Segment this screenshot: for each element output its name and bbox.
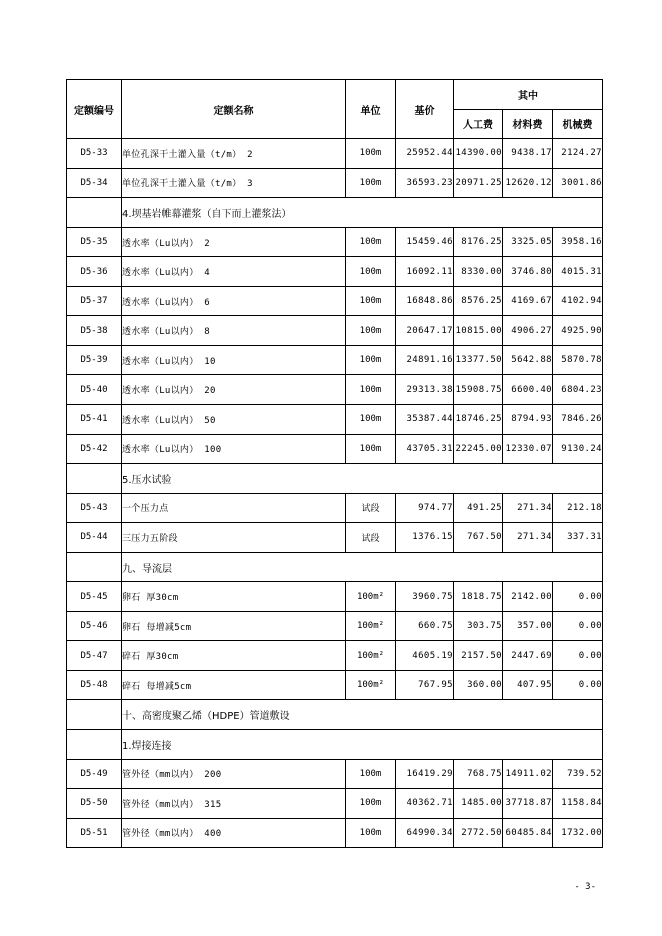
base-price-cell: 36593.23 <box>396 168 454 198</box>
table-row <box>67 139 603 169</box>
quota-name-cell: 三压力五阶段 <box>122 523 346 553</box>
machine-cost-cell: 1158.84 <box>553 789 603 819</box>
quota-code-cell: D5-50 <box>67 789 122 819</box>
unit-cell: 100m² <box>346 582 396 612</box>
page-number: - 3- <box>574 882 596 892</box>
quota-name-cell: 透水率（Lu以内） 50 <box>122 405 346 435</box>
table-row <box>67 523 603 553</box>
quota-code-cell: D5-49 <box>67 759 122 789</box>
machine-cost-cell: 3958.16 <box>553 227 603 257</box>
labor-cost-cell: 15908.75 <box>454 375 503 405</box>
labor-cost-cell: 1818.75 <box>454 582 503 612</box>
header-machine: 机械费 <box>553 109 603 139</box>
table-row <box>67 227 603 257</box>
material-cost-cell: 3325.05 <box>503 227 553 257</box>
unit-cell: 100m <box>346 759 396 789</box>
labor-cost-cell: 22245.00 <box>454 434 503 464</box>
header-base-price: 基价 <box>396 80 454 139</box>
base-price-cell: 974.77 <box>396 493 454 523</box>
quota-table <box>66 79 603 848</box>
material-cost-cell: 2447.69 <box>503 641 553 671</box>
section-code-cell <box>67 464 122 494</box>
unit-cell: 试段 <box>346 493 396 523</box>
quota-code-cell: D5-38 <box>67 316 122 346</box>
unit-cell: 100m <box>346 316 396 346</box>
section-row <box>67 552 603 582</box>
header-code: 定额编号 <box>67 80 122 139</box>
header-unit: 单位 <box>346 80 396 139</box>
unit-cell: 100m <box>346 257 396 287</box>
unit-cell: 100m² <box>346 641 396 671</box>
unit-cell: 100m <box>346 139 396 169</box>
table-body <box>67 139 603 848</box>
base-price-cell: 16092.11 <box>396 257 454 287</box>
quota-name-cell: 碎石 厚30cm <box>122 641 346 671</box>
quota-name-cell: 碎石 每增减5cm <box>122 670 346 700</box>
table-row <box>67 759 603 789</box>
quota-name-cell: 透水率（Lu以内） 6 <box>122 286 346 316</box>
quota-code-cell: D5-43 <box>67 493 122 523</box>
section-title: 5.压水试验 <box>122 464 603 494</box>
quota-code-cell: D5-47 <box>67 641 122 671</box>
machine-cost-cell: 4015.31 <box>553 257 603 287</box>
section-code-cell <box>67 730 122 760</box>
quota-code-cell: D5-39 <box>67 345 122 375</box>
base-price-cell: 4605.19 <box>396 641 454 671</box>
quota-code-cell: D5-51 <box>67 818 122 848</box>
base-price-cell: 15459.46 <box>396 227 454 257</box>
table-row <box>67 257 603 287</box>
table-row <box>67 611 603 641</box>
section-title: 九、导流层 <box>122 552 603 582</box>
material-cost-cell: 5642.88 <box>503 345 553 375</box>
labor-cost-cell: 491.25 <box>454 493 503 523</box>
section-title: 十、高密度聚乙烯（HDPE）管道敷设 <box>122 700 603 730</box>
machine-cost-cell: 2124.27 <box>553 139 603 169</box>
header-name: 定额名称 <box>122 80 346 139</box>
table-header <box>67 80 603 139</box>
machine-cost-cell: 0.00 <box>553 670 603 700</box>
table-row <box>67 345 603 375</box>
quota-code-cell: D5-40 <box>67 375 122 405</box>
quota-name-cell: 卵石 厚30cm <box>122 582 346 612</box>
base-price-cell: 43705.31 <box>396 434 454 464</box>
labor-cost-cell: 8330.00 <box>454 257 503 287</box>
labor-cost-cell: 360.00 <box>454 670 503 700</box>
header-row-top <box>67 80 603 110</box>
material-cost-cell: 12620.12 <box>503 168 553 198</box>
section-code-cell <box>67 552 122 582</box>
machine-cost-cell: 0.00 <box>553 611 603 641</box>
base-price-cell: 64990.34 <box>396 818 454 848</box>
table-row <box>67 434 603 464</box>
material-cost-cell: 60485.84 <box>503 818 553 848</box>
labor-cost-cell: 2157.50 <box>454 641 503 671</box>
machine-cost-cell: 0.00 <box>553 641 603 671</box>
labor-cost-cell: 13377.50 <box>454 345 503 375</box>
table-row <box>67 286 603 316</box>
quota-code-cell: D5-35 <box>67 227 122 257</box>
header-labor: 人工费 <box>454 109 503 139</box>
quota-code-cell: D5-33 <box>67 139 122 169</box>
base-price-cell: 3960.75 <box>396 582 454 612</box>
unit-cell: 100m <box>346 405 396 435</box>
base-price-cell: 25952.44 <box>396 139 454 169</box>
machine-cost-cell: 739.52 <box>553 759 603 789</box>
section-row <box>67 700 603 730</box>
quota-code-cell: D5-46 <box>67 611 122 641</box>
material-cost-cell: 37718.87 <box>503 789 553 819</box>
material-cost-cell: 4906.27 <box>503 316 553 346</box>
machine-cost-cell: 212.18 <box>553 493 603 523</box>
quota-code-cell: D5-48 <box>67 670 122 700</box>
header-material: 材料费 <box>503 109 553 139</box>
labor-cost-cell: 14390.00 <box>454 139 503 169</box>
section-row <box>67 198 603 228</box>
quota-name-cell: 单位孔深干土灌入量（t/m） 3 <box>122 168 346 198</box>
quota-code-cell: D5-45 <box>67 582 122 612</box>
unit-cell: 100m <box>346 818 396 848</box>
base-price-cell: 660.75 <box>396 611 454 641</box>
quota-name-cell: 透水率（Lu以内） 10 <box>122 345 346 375</box>
section-title: 4.坝基岩帷幕灌浆（自下而上灌浆法） <box>122 198 603 228</box>
table-row <box>67 168 603 198</box>
unit-cell: 100m² <box>346 611 396 641</box>
unit-cell: 100m <box>346 375 396 405</box>
table-row <box>67 316 603 346</box>
material-cost-cell: 3746.80 <box>503 257 553 287</box>
table-row <box>67 582 603 612</box>
unit-cell: 100m² <box>346 670 396 700</box>
table-row <box>67 789 603 819</box>
base-price-cell: 40362.71 <box>396 789 454 819</box>
section-code-cell <box>67 198 122 228</box>
machine-cost-cell: 7846.26 <box>553 405 603 435</box>
quota-name-cell: 透水率（Lu以内） 2 <box>122 227 346 257</box>
material-cost-cell: 12330.07 <box>503 434 553 464</box>
unit-cell: 100m <box>346 168 396 198</box>
quota-code-cell: D5-37 <box>67 286 122 316</box>
base-price-cell: 1376.15 <box>396 523 454 553</box>
material-cost-cell: 2142.00 <box>503 582 553 612</box>
machine-cost-cell: 4102.94 <box>553 286 603 316</box>
quota-name-cell: 透水率（Lu以内） 20 <box>122 375 346 405</box>
material-cost-cell: 6600.40 <box>503 375 553 405</box>
base-price-cell: 24891.16 <box>396 345 454 375</box>
quota-name-cell: 管外径（mm以内） 400 <box>122 818 346 848</box>
labor-cost-cell: 8176.25 <box>454 227 503 257</box>
machine-cost-cell: 1732.00 <box>553 818 603 848</box>
quota-name-cell: 一个压力点 <box>122 493 346 523</box>
unit-cell: 100m <box>346 227 396 257</box>
quota-name-cell: 单位孔深干土灌入量（t/m） 2 <box>122 139 346 169</box>
labor-cost-cell: 1485.00 <box>454 789 503 819</box>
unit-cell: 100m <box>346 789 396 819</box>
unit-cell: 100m <box>346 434 396 464</box>
quota-code-cell: D5-36 <box>67 257 122 287</box>
material-cost-cell: 271.34 <box>503 523 553 553</box>
section-title: 1.焊接连接 <box>122 730 603 760</box>
material-cost-cell: 9438.17 <box>503 139 553 169</box>
labor-cost-cell: 18746.25 <box>454 405 503 435</box>
machine-cost-cell: 337.31 <box>553 523 603 553</box>
base-price-cell: 35387.44 <box>396 405 454 435</box>
unit-cell: 100m <box>346 286 396 316</box>
header-group: 其中 <box>454 80 603 110</box>
material-cost-cell: 357.00 <box>503 611 553 641</box>
quota-name-cell: 卵石 每增减5cm <box>122 611 346 641</box>
labor-cost-cell: 10815.00 <box>454 316 503 346</box>
base-price-cell: 16848.86 <box>396 286 454 316</box>
base-price-cell: 29313.38 <box>396 375 454 405</box>
labor-cost-cell: 767.50 <box>454 523 503 553</box>
quota-name-cell: 透水率（Lu以内） 8 <box>122 316 346 346</box>
labor-cost-cell: 8576.25 <box>454 286 503 316</box>
material-cost-cell: 14911.02 <box>503 759 553 789</box>
quota-name-cell: 透水率（Lu以内） 4 <box>122 257 346 287</box>
quota-name-cell: 透水率（Lu以内） 100 <box>122 434 346 464</box>
machine-cost-cell: 5870.78 <box>553 345 603 375</box>
material-cost-cell: 4169.67 <box>503 286 553 316</box>
machine-cost-cell: 6804.23 <box>553 375 603 405</box>
labor-cost-cell: 2772.50 <box>454 818 503 848</box>
quota-code-cell: D5-41 <box>67 405 122 435</box>
table-row <box>67 405 603 435</box>
table-row <box>67 670 603 700</box>
table-row <box>67 375 603 405</box>
material-cost-cell: 271.34 <box>503 493 553 523</box>
unit-cell: 试段 <box>346 523 396 553</box>
section-row <box>67 464 603 494</box>
section-code-cell <box>67 700 122 730</box>
unit-cell: 100m <box>346 345 396 375</box>
base-price-cell: 20647.17 <box>396 316 454 346</box>
table-row <box>67 493 603 523</box>
machine-cost-cell: 9130.24 <box>553 434 603 464</box>
base-price-cell: 16419.29 <box>396 759 454 789</box>
machine-cost-cell: 3001.86 <box>553 168 603 198</box>
material-cost-cell: 8794.93 <box>503 405 553 435</box>
labor-cost-cell: 768.75 <box>454 759 503 789</box>
labor-cost-cell: 20971.25 <box>454 168 503 198</box>
quota-name-cell: 管外径（mm以内） 200 <box>122 759 346 789</box>
machine-cost-cell: 4925.90 <box>553 316 603 346</box>
labor-cost-cell: 303.75 <box>454 611 503 641</box>
machine-cost-cell: 0.00 <box>553 582 603 612</box>
section-row <box>67 730 603 760</box>
quota-code-cell: D5-42 <box>67 434 122 464</box>
table-row <box>67 818 603 848</box>
material-cost-cell: 407.95 <box>503 670 553 700</box>
quota-code-cell: D5-34 <box>67 168 122 198</box>
quota-name-cell: 管外径（mm以内） 315 <box>122 789 346 819</box>
base-price-cell: 767.95 <box>396 670 454 700</box>
table-row <box>67 641 603 671</box>
quota-code-cell: D5-44 <box>67 523 122 553</box>
